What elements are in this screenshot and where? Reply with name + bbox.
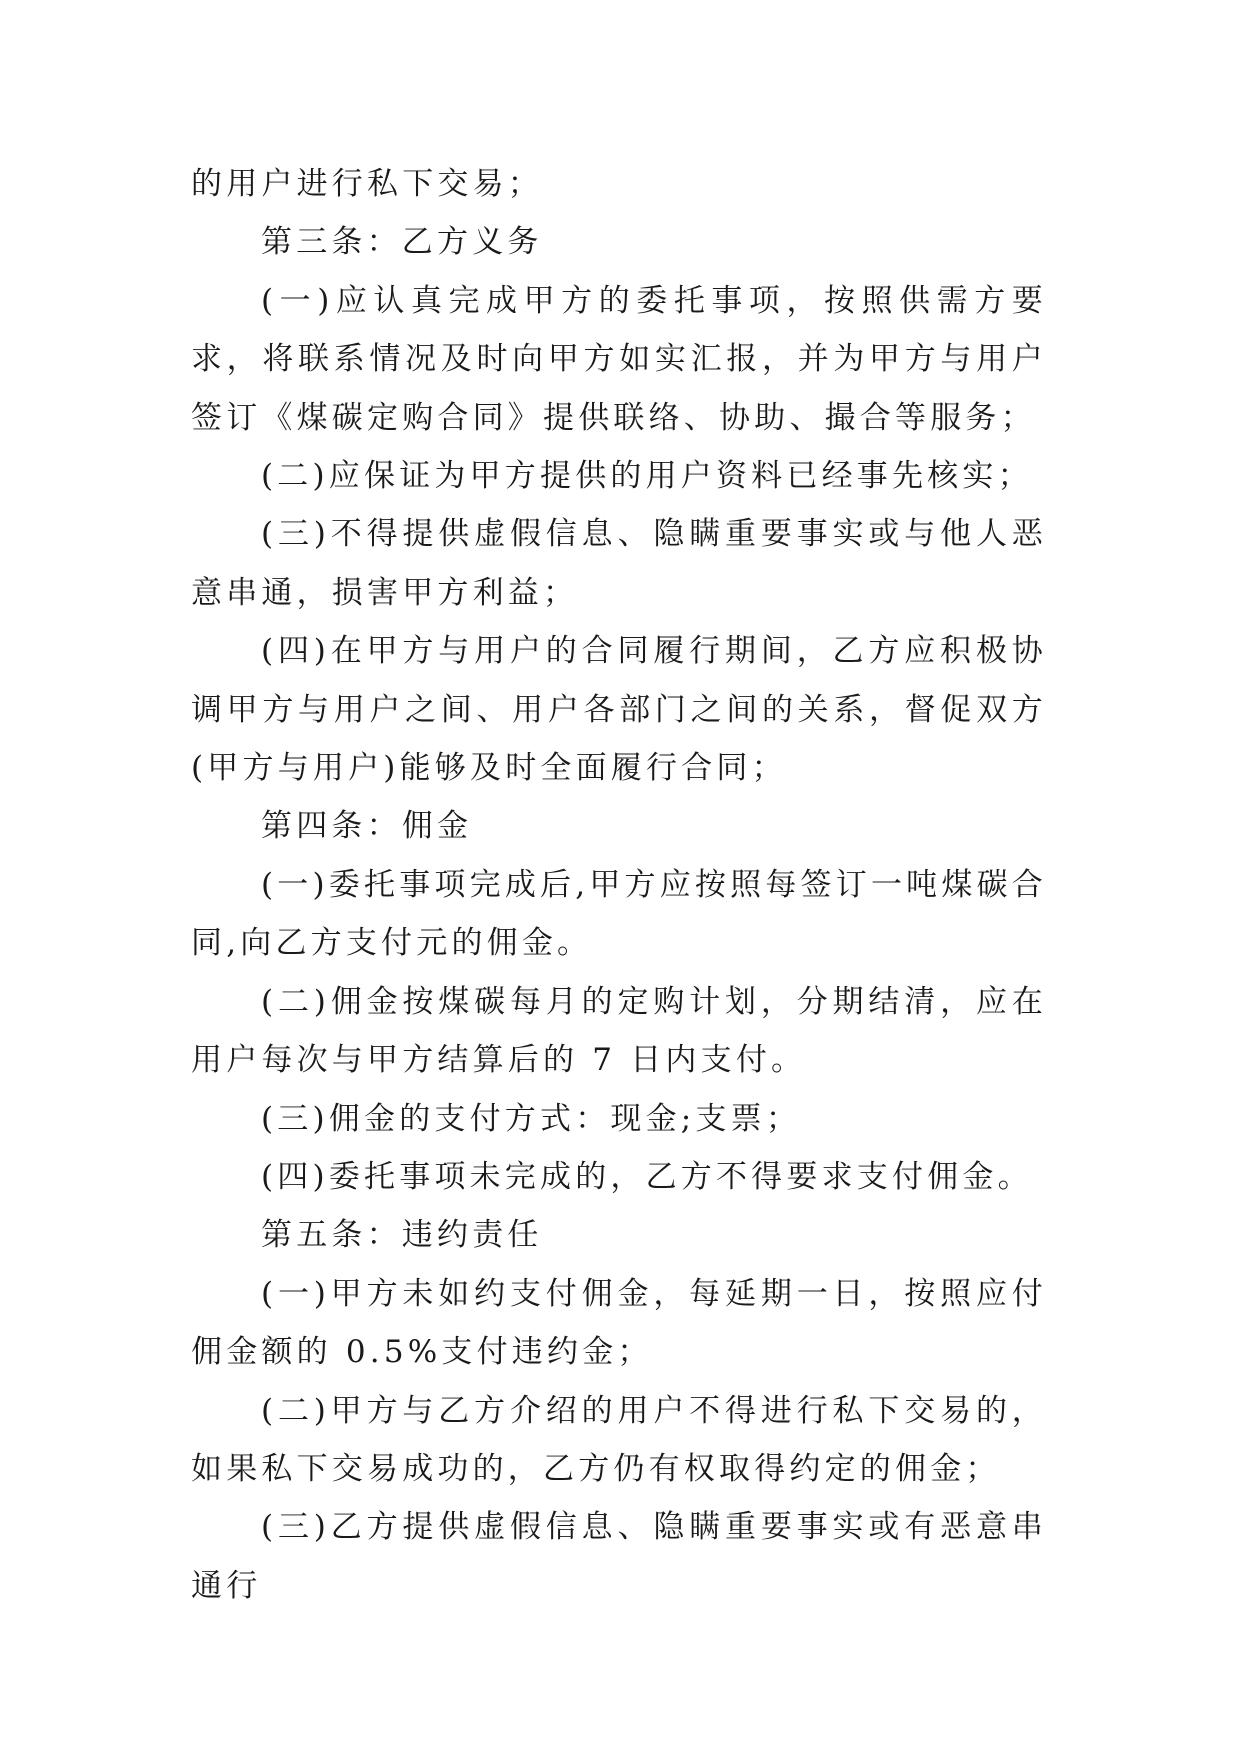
paragraph-continuation: 的用户进行私下交易； — [191, 166, 543, 202]
article-4-item-4: (四)委托事项未完成的，乙方不得要求支付佣金。 — [261, 1158, 1033, 1195]
article-3-item-2: (二)应保证为甲方提供的用户资料已经事先核实； — [261, 458, 1033, 495]
article-3-heading: 第三条：乙方义务 — [261, 224, 543, 261]
article-5-heading: 第五条：违约责任 — [261, 1217, 543, 1254]
article-5-item-1: (一)甲方未如约支付佣金，每延期一日，按照应付佣金额的 0.5%支付违约金； — [191, 1275, 1047, 1371]
article-5-item-3: (三)乙方提供虚假信息、隐瞒重要事实或有恶意串通行 — [191, 1509, 1047, 1604]
article-3-item-4: (四)在甲方与用户的合同履行期间，乙方应积极协调甲方与用户之间、用户各部门之间的关系，督促双方(甲方与用户)能够及时全面履行合同； — [191, 633, 1047, 787]
article-4-item-1: (一)委托事项完成后,甲方应按照每签订一吨煤碳合同,向乙方支付元的佣金。 — [191, 866, 1047, 962]
article-5-item-2: (二)甲方与乙方介绍的用户不得进行私下交易的，如果私下交易成功的，乙方仍有权取得约定的佣金； — [191, 1392, 1047, 1487]
article-3-item-3: (三)不得提供虚假信息、隐瞒重要事实或与他人恶意串通，损害甲方利益； — [191, 516, 1047, 611]
article-4-heading: 第四条：佣金 — [261, 808, 473, 845]
article-3-item-1: (一)应认真完成甲方的委托事项，按照供需方要求，将联系情况及时向甲方如实汇报，并为甲方与用户签订《煤碳定购合同》提供联络、协助、撮合等服务； — [191, 282, 1047, 436]
article-4-item-3: (三)佣金的支付方式：现金;支票； — [261, 1100, 802, 1137]
article-4-item-2: (二)佣金按煤碳每月的定购计划，分期结清，应在用户每次与甲方结算后的 7 日内支付。 — [191, 983, 1047, 1079]
body-text — [191, 155, 1047, 1615]
